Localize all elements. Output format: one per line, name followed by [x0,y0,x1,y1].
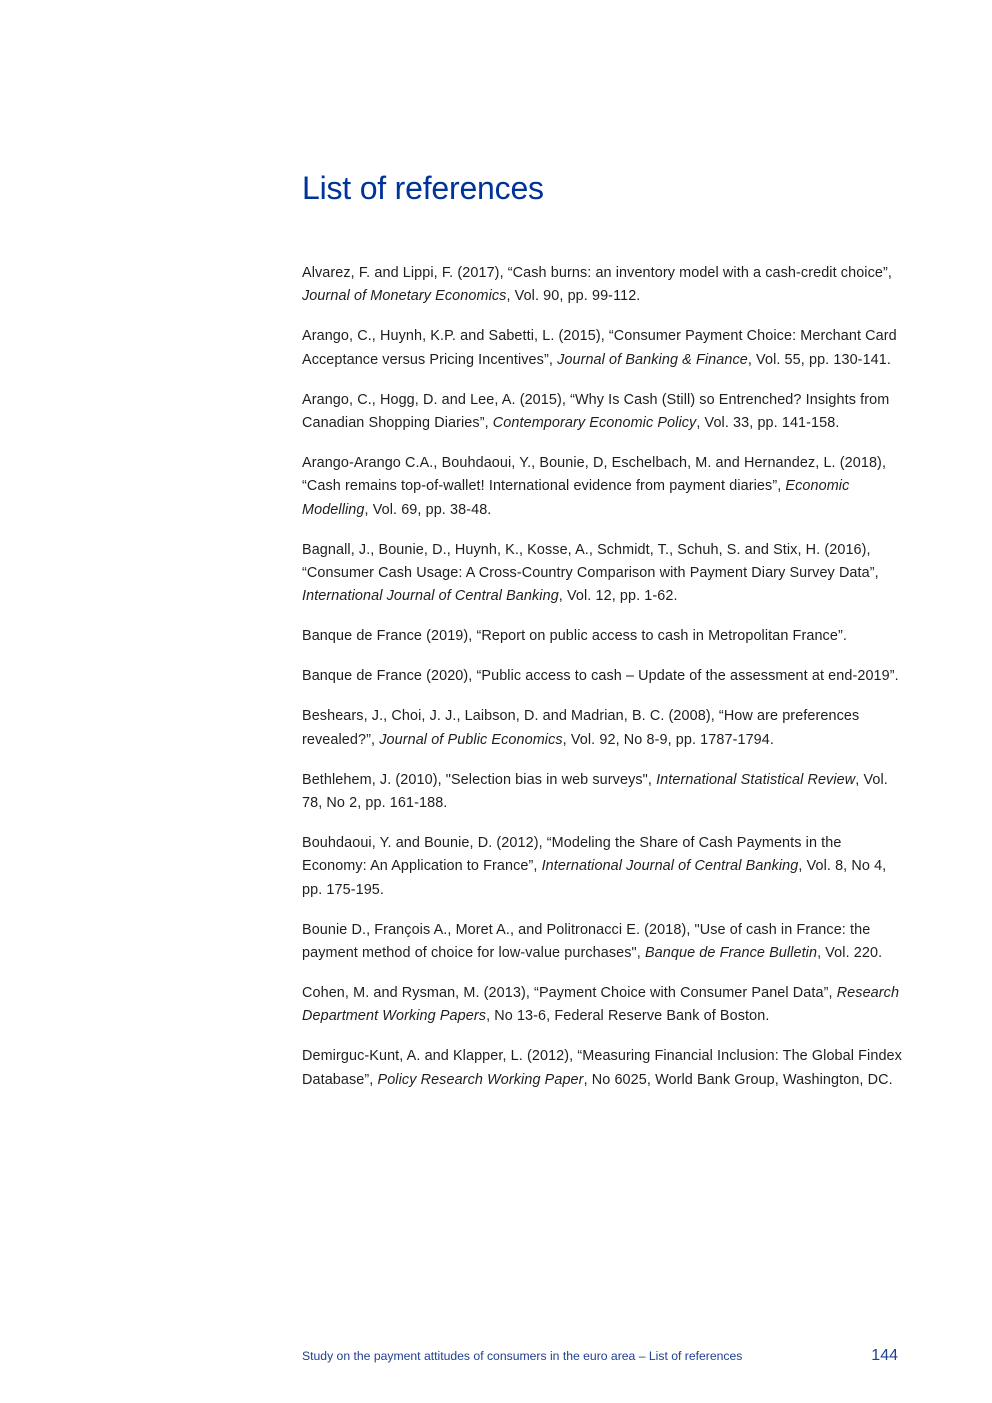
reference-journal: Journal of Banking & Finance [557,351,748,368]
reference-item [302,1045,902,1092]
reference-details: , Vol. 69, pp. 38-48. [364,501,492,518]
reference-text: Banque de France (2020), “Public access to cash – Update of the assessment at end-2019”. [302,668,899,685]
reference-journal: International Journal of Central Banking [302,588,559,605]
reference-details: , Vol. 90, pp. 99-112. [506,288,641,305]
reference-journal: Contemporary Economic Policy [492,415,697,432]
reference-text: Demirguc-Kunt, A. and Klapper, L. (2012), “Measuring Financial Inclusion: The Global Findex Database”, [302,1048,902,1088]
reference-journal: Journal of Public Economics [379,731,563,748]
reference-item [302,665,902,688]
reference-item [302,452,902,522]
reference-item [302,262,902,309]
reference-text: Bagnall, J., Bounie, D., Huynh, K., Kosse, A., Schmidt, T., Schuh, S. and Stix, H. (2016), “Consumer Cash Usage: A Cross-Country Comparison with Payment Diary Survey Data”, [302,541,879,582]
reference-list [302,262,902,1108]
reference-text: Arango, C., Hogg, D. and Lee, A. (2015), “Why Is Cash (Still) so Entrenched? Insights from Canadian Shopping Diaries”, [302,391,890,432]
reference-journal: Economic Modelling [302,478,850,518]
reference-item [302,769,902,816]
reference-details: , Vol. 33, pp. 141-158. [696,415,840,432]
reference-journal: International Statistical Review [656,771,856,788]
reference-text: Arango-Arango C.A., Bouhdaoui, Y., Bounie, D, Eschelbach, M. and Hernandez, L. (2018), “Cash remains top-of-wallet! International evidence from payment diaries”, [302,454,887,495]
page-title: List of references [302,170,544,206]
reference-journal: Research Department Working Papers [302,984,900,1025]
reference-text: Alvarez, F. and Lippi, F. (2017), “Cash burns: an inventory model with a cash-credit choice”, [302,265,892,281]
reference-item [302,389,902,436]
reference-details: , No 6025, World Bank Group, Washington, DC. [583,1071,893,1088]
reference-details: , Vol. 220. [817,944,883,961]
reference-journal: Journal of Monetary Economics [302,288,507,305]
reference-journal: Policy Research Working Paper [377,1071,584,1088]
reference-text: Bethlehem, J. (2010), "Selection bias in web surveys", [302,771,657,788]
reference-details: , Vol. 12, pp. 1-62. [558,588,678,605]
reference-item [302,539,902,609]
reference-details: , Vol. 78, No 2, pp. 161-188. [302,771,888,811]
reference-details: , Vol. 8, No 4, pp. 175-195. [302,858,887,898]
reference-item [302,832,902,902]
reference-text: Cohen, M. and Rysman, M. (2013), “Payment Choice with Consumer Panel Data”, [302,984,837,1001]
reference-details: , Vol. 55, pp. 130-141. [747,351,891,368]
reference-text: Bouhdaoui, Y. and Bounie, D. (2012), “Modeling the Share of Cash Payments in the Economy: An Application to France”, [302,834,842,875]
reference-text: Beshears, J., Choi, J. J., Laibson, D. and Madrian, B. C. (2008), “How are preferences revealed?”, [302,708,860,748]
page-number: 144 [871,1347,898,1364]
reference-journal: Banque de France Bulletin [644,944,818,961]
reference-details: , No 13-6, Federal Reserve Bank of Boston. [486,1008,770,1025]
reference-item [302,325,902,372]
reference-text: Bounie D., François A., Moret A., and Politronacci E. (2018), "Use of cash in France: the payment method of choice for low-value purchases", [302,921,871,961]
reference-item [302,982,902,1029]
reference-text: Arango, C., Huynh, K.P. and Sabetti, L. (2015), “Consumer Payment Choice: Merchant Card Acceptance versus Pricing Incentives”, [302,328,897,368]
reference-item [302,705,902,752]
reference-details: , Vol. 92, No 8-9, pp. 1787-1794. [562,731,774,748]
reference-item [302,625,902,648]
footer-document-title: Study on the payment attitudes of consumers in the euro area – List of references [302,1349,743,1363]
reference-journal: International Journal of Central Banking [541,858,799,875]
reference-item [302,919,902,966]
reference-text: Banque de France (2019), “Report on public access to cash in Metropolitan France”. [302,628,847,645]
